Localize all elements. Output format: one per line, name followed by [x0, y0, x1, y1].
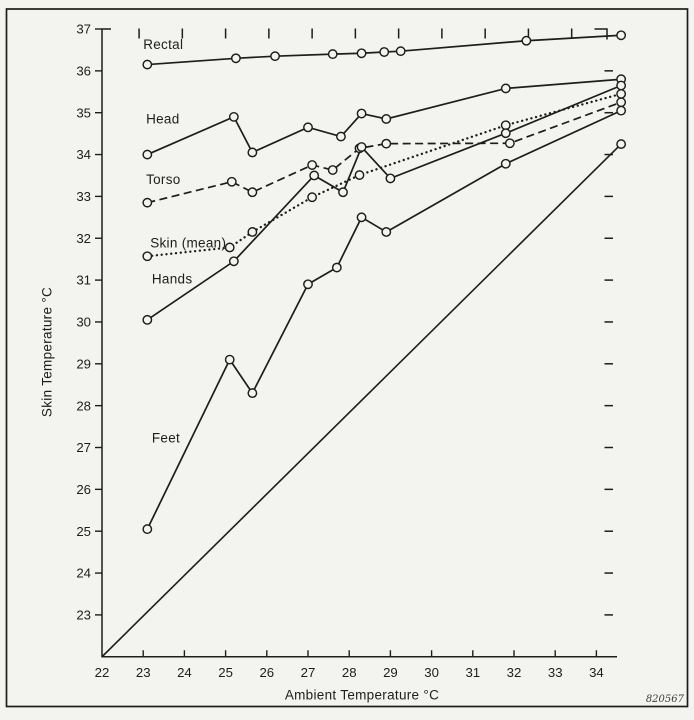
series-label-rectal: Rectal — [143, 37, 184, 53]
svg-text:26: 26 — [259, 665, 275, 680]
top-ticks — [139, 29, 607, 40]
svg-text:28: 28 — [341, 665, 357, 680]
svg-text:31: 31 — [76, 272, 91, 288]
svg-text:29: 29 — [383, 665, 398, 680]
figure-code: 820567 — [645, 694, 684, 705]
svg-text:34: 34 — [589, 665, 604, 680]
svg-text:30: 30 — [424, 665, 439, 680]
svg-text:29: 29 — [76, 356, 91, 372]
svg-text:33: 33 — [76, 189, 91, 204]
data-point-markers — [143, 31, 625, 533]
svg-text:35: 35 — [76, 105, 91, 121]
x-axis-title: Ambient Temperature °C — [284, 687, 440, 703]
svg-text:23: 23 — [135, 665, 151, 680]
svg-text:28: 28 — [76, 398, 91, 414]
svg-text:31: 31 — [465, 665, 481, 680]
svg-text:34: 34 — [76, 147, 91, 163]
svg-text:33: 33 — [547, 665, 563, 680]
svg-text:32: 32 — [506, 665, 522, 680]
top-right-corner-bracket — [595, 29, 608, 40]
svg-text:22: 22 — [94, 665, 110, 680]
series-label-feet: Feet — [151, 430, 181, 446]
photo-frame — [7, 9, 688, 707]
svg-text:25: 25 — [76, 523, 91, 539]
svg-text:36: 36 — [76, 63, 91, 79]
svg-text:30: 30 — [76, 314, 91, 330]
y-axis-title: Skin Temperature °C — [39, 286, 55, 418]
svg-text:27: 27 — [300, 665, 316, 680]
svg-text:24: 24 — [177, 665, 192, 680]
series-label-torso: Torso — [146, 171, 181, 187]
svg-text:23: 23 — [76, 607, 91, 623]
svg-text:26: 26 — [76, 481, 91, 497]
x-axis-ticks — [95, 650, 604, 680]
svg-text:37: 37 — [76, 21, 91, 37]
svg-text:32: 32 — [76, 230, 91, 246]
svg-text:25: 25 — [218, 665, 233, 680]
series-feet — [147, 111, 621, 530]
series-label-skin-mean: Skin (mean) — [150, 235, 227, 251]
series-label-hands: Hands — [151, 271, 193, 287]
svg-text:24: 24 — [76, 565, 91, 581]
y-axis-ticks — [76, 22, 102, 623]
series-label-head: Head — [146, 111, 180, 127]
svg-text:27: 27 — [76, 440, 91, 456]
series-labels — [143, 37, 226, 445]
